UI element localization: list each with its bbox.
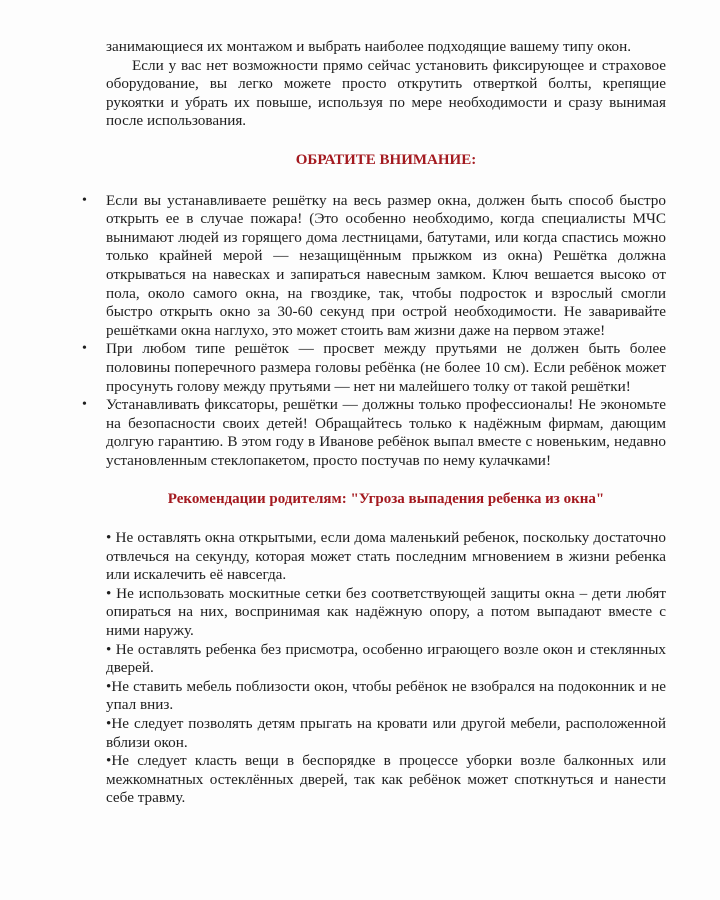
intro-paragraph: Если у вас нет возможности прямо сейчас установить фиксирующее и страховое оборудование, вы легко можете просто открутить отверткой болты, крепящие рукоятки и убрать их повыше, используя по мере необходимости и сразу вынимая после использования. bbox=[106, 56, 666, 130]
recommendations-list bbox=[106, 529, 666, 808]
attention-item-text: Устанавливать фиксаторы, решётки — должны только профессионалы! Не экономьте на безопасности своих детей! Обращайтесь только к надёжным фирмам, дающим долгую гарантию. В этом году в Иванове ребёнок выпал вместе с новеньким, недавно установленным стеклопакетом, просто постучав по нему кулачками! bbox=[106, 396, 666, 469]
attention-item bbox=[82, 191, 666, 341]
intro-continued-text: занимающиеся их монтажом и выбрать наиболее подходящие вашему типу окон. bbox=[106, 38, 632, 55]
bullet-icon: • bbox=[82, 397, 87, 413]
recommendation-item: • Не оставлять ребенка без присмотра, особенно играющего возле окон и стеклянных дверей. bbox=[106, 640, 666, 677]
recommendation-item: •Не следует позволять детям прыгать на кровати или другой мебели, расположенной вблизи окон. bbox=[106, 715, 666, 751]
bullet-icon: • bbox=[82, 192, 87, 208]
recommendation-item: • Не оставлять окна открытыми, если дома маленький ребенок, поскольку достаточно отвлечься на секунду, которая может стать последним мгновением в жизни ребенка или искалечить её навсегда. bbox=[106, 529, 666, 584]
bullet-icon: • bbox=[82, 341, 87, 357]
document-body bbox=[82, 38, 666, 808]
recommendation-item: •Не ставить мебель поблизости окон, чтобы ребёнок не взобрался на подоконник и не упал вниз. bbox=[106, 677, 666, 714]
attention-list bbox=[82, 191, 666, 471]
recommendation-item: •Не следует класть вещи в беспорядке в процессе уборки возле балконных или межкомнатных остеклённых дверей, так как ребёнок может споткнуться и нанести себе травму. bbox=[106, 752, 666, 807]
attention-heading: ОБРАТИТЕ ВНИМАНИЕ: bbox=[295, 151, 477, 168]
attention-item bbox=[82, 340, 666, 396]
attention-item bbox=[82, 396, 666, 470]
recommendation-item: • Не использовать москитные сетки без соответствующей защиты окна – дети любят опираться на них, воспринимая как надёжную опору, а потом выпадают вместе с ними наружу. bbox=[106, 584, 666, 640]
attention-item-text: При любом типе решёток — просвет между прутьями не должен быть более половины поперечного размера головы ребёнка (не более 10 см). Если ребёнок может просунуть голову между прутьями — нет ни малейшего толку от такой решётки! bbox=[106, 340, 666, 395]
recommendations-heading: Рекомендации родителям: "Угроза выпадения ребенка из окна" bbox=[167, 491, 605, 508]
attention-item-text: Если вы устанавливаете решётку на весь размер окна, должен быть способ быстро открыть ее в случае пожара! (Это особенно необходимо, когда специалисты МЧС вынимают людей из горящего дома лестницами, батутами, или когда спастись можно только крайней мерой — незащищённым прыжком из окна) Решётка должна открываться на навесках и запираться навесным замком. Ключ вешается высоко от пола, около самого окна, на гвоздике, так, чтобы подросток и взрослый смогли быстро открыть окно за 30-60 секунд при острой необходимости. Не заваривайте решётками окна наглухо, это может стоить вам жизни даже на первом этаже! bbox=[106, 191, 666, 339]
